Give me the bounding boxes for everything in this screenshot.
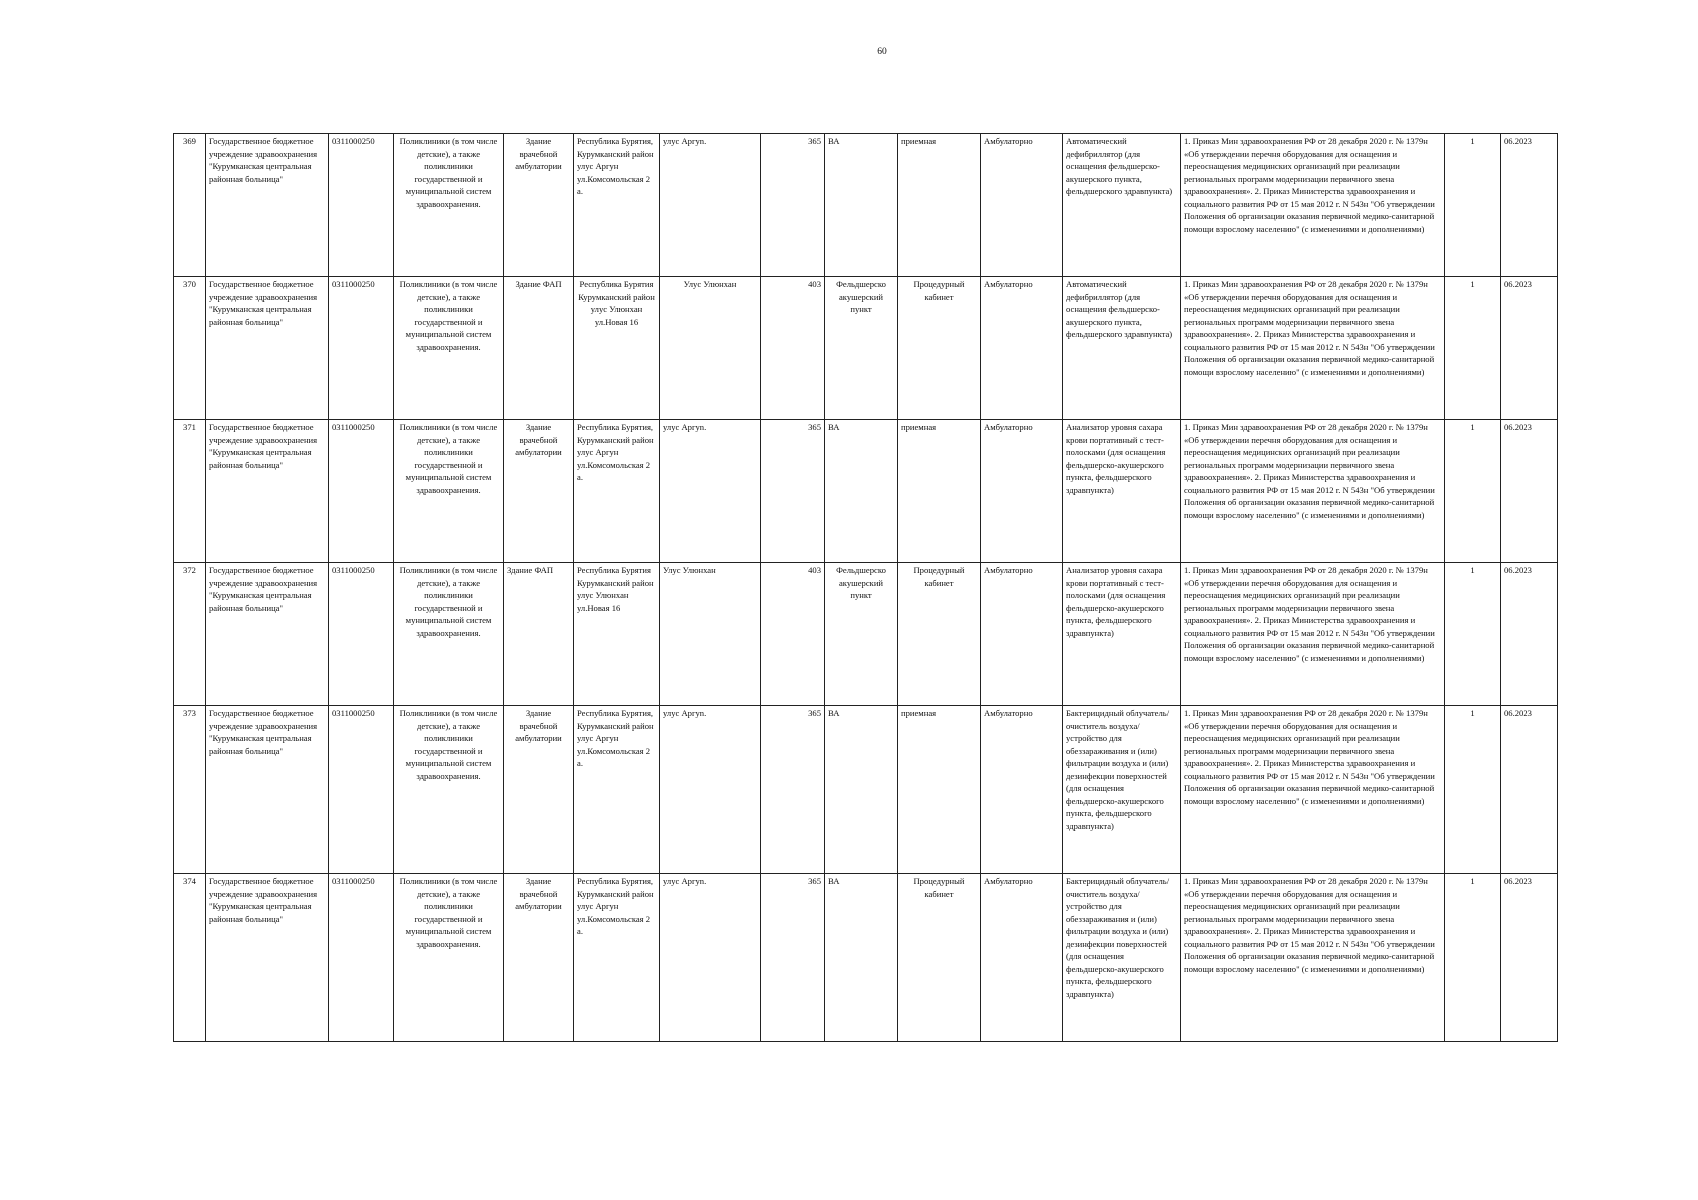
code-cell: 0311000250 xyxy=(329,277,394,420)
date-cell: 06.2023 xyxy=(1501,134,1558,277)
equipment-cell: Анализатор уровня сахара крови портативный с тест-полосками (для оснащения фельдшерско-акушерского пункта, фельдшерского здравпункта) xyxy=(1063,420,1181,563)
institution-cell: Государственное бюджетное учреждение здравоохранения "Курумканская центральная районная больница" xyxy=(206,420,329,563)
institution-cell: Государственное бюджетное учреждение здравоохранения "Курумканская центральная районная больница" xyxy=(206,706,329,874)
count-cell: 1 xyxy=(1445,277,1501,420)
legal-basis-cell: 1. Приказ Мин здравоохранения РФ от 28 декабря 2020 г. № 1379н «Об утверждении перечня оборудования для оснащения и переоснащения медицинских организаций при реализации региональных программ модернизации первичного звена здравоохранения». 2. Приказ Министерства здравоохранения и социального развития РФ от 15 мая 2012 г. N 543н "Об утверждении Положения об организации оказания первичной медико-санитарной помощи взрослому населению" (с изменениями и дополнениями) xyxy=(1181,874,1445,1042)
count-cell: 1 xyxy=(1445,874,1501,1042)
address-cell: Республика Бурятия, Курумканский район улус Аргун ул.Комсомольская 2 а. xyxy=(574,706,660,874)
room-cell: приемная xyxy=(898,420,981,563)
facility-type-cell: Поликлиники (в том числе детские), а также поликлиники государственной и муниципальной систем здравоохранения. xyxy=(394,277,504,420)
equipment-cell: Автоматический дефибриллятор (для оснащения фельдшерско-акушерского пункта, фельдшерского здравпункта) xyxy=(1063,277,1181,420)
legal-basis-cell: 1. Приказ Мин здравоохранения РФ от 28 декабря 2020 г. № 1379н «Об утверждении перечня оборудования для оснащения и переоснащения медицинских организаций при реализации региональных программ модернизации первичного звена здравоохранения». 2. Приказ Министерства здравоохранения и социального развития РФ от 15 мая 2012 г. N 543н "Об утверждении Положения об организации оказания первичной медико-санитарной помощи взрослому населению" (с изменениями и дополнениями) xyxy=(1181,706,1445,874)
code-cell: 0311000250 xyxy=(329,134,394,277)
table-row xyxy=(174,706,1558,874)
page-number: 60 xyxy=(877,47,887,57)
locality-cell: Улус Улюнхан xyxy=(660,563,761,706)
locality-cell: Улус Улюнхан xyxy=(660,277,761,420)
facility-type-cell: Поликлиники (в том числе детские), а также поликлиники государственной и муниципальной систем здравоохранения. xyxy=(394,874,504,1042)
unit-cell: ВА xyxy=(825,420,898,563)
date-cell: 06.2023 xyxy=(1501,874,1558,1042)
unit-cell: ВА xyxy=(825,706,898,874)
date-cell: 06.2023 xyxy=(1501,277,1558,420)
address-cell: Республика Бурятия, Курумканский район улус Аргун ул.Комсомольская 2 а. xyxy=(574,134,660,277)
address-cell: Республика Бурятия, Курумканский район улус Аргун ул.Комсомольская 2 а. xyxy=(574,874,660,1042)
row-number: 369 xyxy=(174,134,206,277)
unit-cell: Фельдшерско акушерский пункт xyxy=(825,277,898,420)
count-cell: 1 xyxy=(1445,134,1501,277)
code-cell: 0311000250 xyxy=(329,420,394,563)
legal-basis-cell: 1. Приказ Мин здравоохранения РФ от 28 декабря 2020 г. № 1379н «Об утверждении перечня оборудования для оснащения и переоснащения медицинских организаций при реализации региональных программ модернизации первичного звена здравоохранения». 2. Приказ Министерства здравоохранения и социального развития РФ от 15 мая 2012 г. N 543н "Об утверждении Положения об организации оказания первичной медико-санитарной помощи взрослому населению" (с изменениями и дополнениями) xyxy=(1181,420,1445,563)
row-number: 374 xyxy=(174,874,206,1042)
building-cell: Здание врачебной амбулатории xyxy=(504,706,574,874)
quantity-cell: 365 xyxy=(761,706,825,874)
building-cell: Здание врачебной амбулатории xyxy=(504,134,574,277)
quantity-cell: 403 xyxy=(761,563,825,706)
locality-cell: улус Аргуn. xyxy=(660,874,761,1042)
locality-cell: улус Аргуn. xyxy=(660,706,761,874)
address-cell: Республика Бурятия Курумканский район улус Улюнхан ул.Новая 16 xyxy=(574,563,660,706)
care-mode-cell: Амбулаторно xyxy=(981,420,1063,563)
equipment-cell: Бактерицидный облучатель/очиститель воздуха/устройство для обеззараживания и (или) фильтрации воздуха и (или) дезинфекции поверхностей (для оснащения фельдшерско-акушерского пункта, фельдшерского здравпункта) xyxy=(1063,874,1181,1042)
count-cell: 1 xyxy=(1445,706,1501,874)
unit-cell: ВА xyxy=(825,874,898,1042)
building-cell: Здание врачебной амбулатории xyxy=(504,874,574,1042)
legal-basis-cell: 1. Приказ Мин здравоохранения РФ от 28 декабря 2020 г. № 1379н «Об утверждении перечня оборудования для оснащения и переоснащения медицинских организаций при реализации региональных программ модернизации первичного звена здравоохранения». 2. Приказ Министерства здравоохранения и социального развития РФ от 15 мая 2012 г. N 543н "Об утверждении Положения об организации оказания первичной медико-санитарной помощи взрослому населению" (с изменениями и дополнениями) xyxy=(1181,277,1445,420)
count-cell: 1 xyxy=(1445,563,1501,706)
table-row xyxy=(174,134,1558,277)
row-number: 370 xyxy=(174,277,206,420)
table-row xyxy=(174,277,1558,420)
equipment-cell: Анализатор уровня сахара крови портативный с тест-полосками (для оснащения фельдшерско-акушерского пункта, фельдшерского здравпункта) xyxy=(1063,563,1181,706)
code-cell: 0311000250 xyxy=(329,706,394,874)
legal-basis-cell: 1. Приказ Мин здравоохранения РФ от 28 декабря 2020 г. № 1379н «Об утверждении перечня оборудования для оснащения и переоснащения медицинских организаций при реализации региональных программ модернизации первичного звена здравоохранения». 2. Приказ Министерства здравоохранения и социального развития РФ от 15 мая 2012 г. N 543н "Об утверждении Положения об организации оказания первичной медико-санитарной помощи взрослому населению" (с изменениями и дополнениями) xyxy=(1181,134,1445,277)
date-cell: 06.2023 xyxy=(1501,706,1558,874)
address-cell: Республика Бурятия, Курумканский район улус Аргун ул.Комсомольская 2 а. xyxy=(574,420,660,563)
building-cell: Здание врачебной амбулатории xyxy=(504,420,574,563)
care-mode-cell: Амбулаторно xyxy=(981,874,1063,1042)
quantity-cell: 365 xyxy=(761,874,825,1042)
quantity-cell: 365 xyxy=(761,420,825,563)
care-mode-cell: Амбулаторно xyxy=(981,563,1063,706)
unit-cell: ВА xyxy=(825,134,898,277)
date-cell: 06.2023 xyxy=(1501,420,1558,563)
legal-basis-cell: 1. Приказ Мин здравоохранения РФ от 28 декабря 2020 г. № 1379н «Об утверждении перечня оборудования для оснащения и переоснащения медицинских организаций при реализации региональных программ модернизации первичного звена здравоохранения». 2. Приказ Министерства здравоохранения и социального развития РФ от 15 мая 2012 г. N 543н "Об утверждении Положения об организации оказания первичной медико-санитарной помощи взрослому населению" (с изменениями и дополнениями) xyxy=(1181,563,1445,706)
room-cell: приемная xyxy=(898,706,981,874)
facility-type-cell: Поликлиники (в том числе детские), а также поликлиники государственной и муниципальной систем здравоохранения. xyxy=(394,563,504,706)
equipment-table xyxy=(173,133,1558,1042)
institution-cell: Государственное бюджетное учреждение здравоохранения "Курумканская центральная районная больница" xyxy=(206,277,329,420)
facility-type-cell: Поликлиники (в том числе детские), а также поликлиники государственной и муниципальной систем здравоохранения. xyxy=(394,420,504,563)
equipment-cell: Автоматический дефибриллятор (для оснащения фельдшерско-акушерского пункта, фельдшерского здравпункта) xyxy=(1063,134,1181,277)
date-cell: 06.2023 xyxy=(1501,563,1558,706)
row-number: 373 xyxy=(174,706,206,874)
count-cell: 1 xyxy=(1445,420,1501,563)
building-cell: Здание ФАП xyxy=(504,563,574,706)
quantity-cell: 403 xyxy=(761,277,825,420)
institution-cell: Государственное бюджетное учреждение здравоохранения "Курумканская центральная районная больница" xyxy=(206,134,329,277)
table-row xyxy=(174,563,1558,706)
care-mode-cell: Амбулаторно xyxy=(981,277,1063,420)
table-row xyxy=(174,874,1558,1042)
row-number: 372 xyxy=(174,563,206,706)
facility-type-cell: Поликлиники (в том числе детские), а также поликлиники государственной и муниципальной систем здравоохранения. xyxy=(394,706,504,874)
room-cell: Процедурный кабинет xyxy=(898,563,981,706)
building-cell: Здание ФАП xyxy=(504,277,574,420)
locality-cell: улус Аргуn. xyxy=(660,420,761,563)
care-mode-cell: Амбулаторно xyxy=(981,134,1063,277)
code-cell: 0311000250 xyxy=(329,563,394,706)
quantity-cell: 365 xyxy=(761,134,825,277)
code-cell: 0311000250 xyxy=(329,874,394,1042)
care-mode-cell: Амбулаторно xyxy=(981,706,1063,874)
room-cell: Процедурный кабинет xyxy=(898,277,981,420)
address-cell: Республика Бурятия Курумканский район улус Улюнхан ул.Новая 16 xyxy=(574,277,660,420)
facility-type-cell: Поликлиники (в том числе детские), а также поликлиники государственной и муниципальной систем здравоохранения. xyxy=(394,134,504,277)
locality-cell: улус Аргуn. xyxy=(660,134,761,277)
equipment-cell: Бактерицидный облучатель/очиститель воздуха/устройство для обеззараживания и (или) фильтрации воздуха и (или) дезинфекции поверхностей (для оснащения фельдшерско-акушерского пункта, фельдшерского здравпункта) xyxy=(1063,706,1181,874)
room-cell: приемная xyxy=(898,134,981,277)
unit-cell: Фельдшерско акушерский пункт xyxy=(825,563,898,706)
room-cell: Процедурный кабинет xyxy=(898,874,981,1042)
institution-cell: Государственное бюджетное учреждение здравоохранения "Курумканская центральная районная больница" xyxy=(206,563,329,706)
institution-cell: Государственное бюджетное учреждение здравоохранения "Курумканская центральная районная больница" xyxy=(206,874,329,1042)
row-number: 371 xyxy=(174,420,206,563)
table-row xyxy=(174,420,1558,563)
